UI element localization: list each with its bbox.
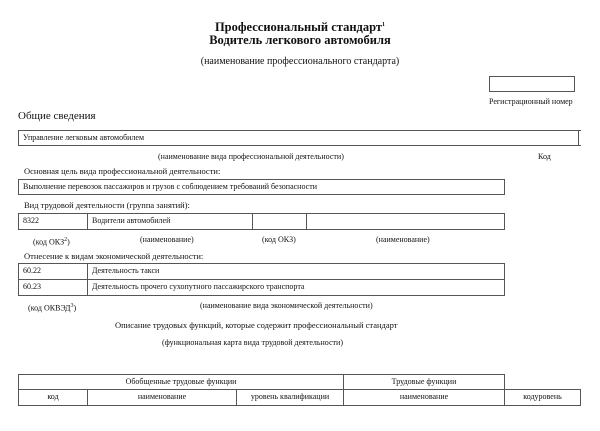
labor-functions-header: Трудовые функции	[343, 374, 505, 390]
code-label: Код	[538, 152, 551, 161]
okved-code-caption: (код ОКВЭД$^3$)	[28, 303, 77, 313]
okved-code-cell: 60.23	[18, 279, 88, 296]
general-info-heading: Общие сведения	[18, 110, 96, 122]
column-header-code-level: кодуровень	[504, 389, 581, 406]
registration-number-label: Регистрационный номер	[489, 97, 573, 106]
footnote-marker: 1	[382, 22, 386, 28]
okz-code-cell-2	[252, 213, 307, 230]
okved-name-cell: Деятельность прочего сухопутного пассажирского транспорта	[87, 279, 505, 296]
activity-name-caption: (наименование вида профессиональной деятельности)	[158, 152, 344, 161]
okz-name-cell-2	[306, 213, 505, 230]
generalized-functions-header: Обобщенные трудовые функции	[18, 374, 344, 390]
column-header-qualification-level: уровень квалификации	[236, 389, 344, 406]
okved-code-cell: 60.22	[18, 263, 88, 280]
activity-code-divider	[578, 130, 579, 146]
standard-title-line1: Профессиональный стандарт$^1$	[214, 20, 386, 35]
okz-name-caption-2: (наименование)	[376, 235, 430, 244]
goal-label: Основная цель вида профессиональной деятельности:	[24, 166, 221, 176]
activity-name-field: Управление легковым автомобилем	[18, 130, 581, 146]
okz-code-caption-2: (код ОКЗ)	[262, 235, 296, 244]
goal-text-field: Выполнение перевозок пассажиров и грузов с соблюдением требований безопасности	[18, 179, 505, 195]
okz-name-caption: (наименование)	[140, 235, 194, 244]
okved-name-cell: Деятельность такси	[87, 263, 505, 280]
column-header-name: наименование	[87, 389, 237, 406]
okz-code-cell: 8322	[18, 213, 88, 230]
column-header-function-name: наименование	[343, 389, 505, 406]
okz-code-caption: (код ОКЗ$^2$)	[33, 237, 70, 247]
standard-subtitle: (наименование профессионального стандарта)	[200, 56, 400, 67]
okz-name-cell: Водители автомобилей	[87, 213, 253, 230]
functions-heading: Описание трудовых функций, которые содержит профессиональный стандарт	[115, 320, 398, 330]
occupation-label: Вид трудовой деятельности (группа занятий):	[24, 200, 190, 210]
economic-activity-label: Отнесение к видам экономической деятельности:	[24, 251, 204, 261]
column-header-code: код	[18, 389, 88, 406]
standard-title-line2: Водитель легкового автомобиля	[209, 33, 391, 47]
functions-subheading: (функциональная карта вида трудовой деятельности)	[162, 338, 343, 347]
registration-number-box	[489, 76, 575, 92]
okved-name-caption: (наименование вида экономической деятельности)	[200, 301, 373, 310]
